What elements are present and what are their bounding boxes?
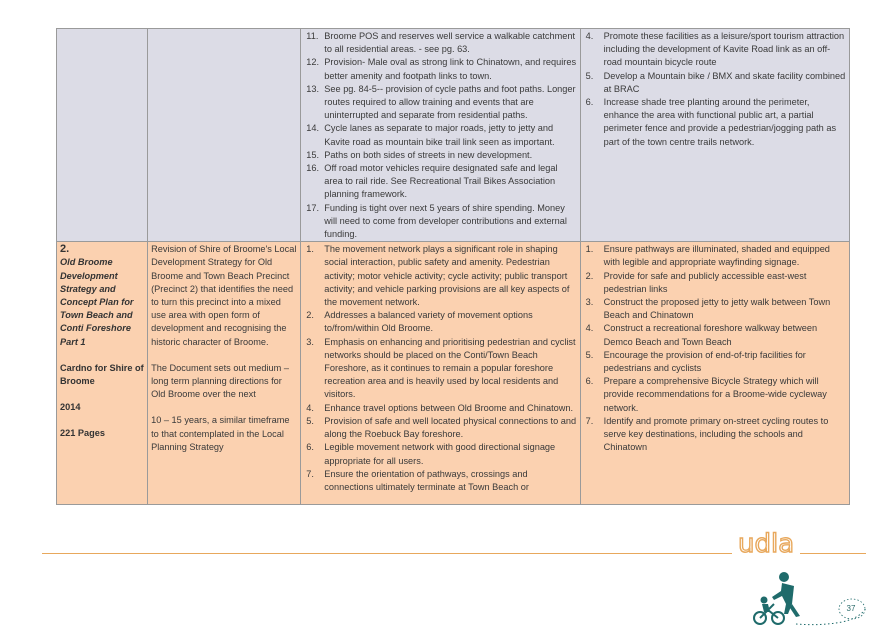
list-item-text: Prepare a comprehensive Bicycle Strategy which will provide recommendations for a Broome-wide cycleway network. — [603, 376, 827, 413]
list-item — [304, 243, 576, 309]
list-item — [304, 441, 576, 467]
list-item-text: Ensure the orientation of pathways, crossings and connections ultimately terminate at Town Beach or — [324, 468, 529, 492]
list-item — [304, 162, 576, 202]
list-item-text: Increase shade tree planting around the perimeter, enhance the area with functional public art, a partial perimeter fence and provide a pedestrian/jogging path as part of the town centre trails network. — [603, 97, 837, 147]
actions-cell — [580, 242, 849, 505]
actions-cell — [580, 29, 849, 242]
goals-list — [304, 30, 576, 241]
list-item-text: See pg. 84-5-- provision of cycle paths and foot paths. Longer routes required to allow training and events that are uninterrupted and separate from residential paths. — [324, 83, 576, 121]
document-author: Cardno for Shire of Broome — [60, 362, 144, 387]
list-item-text: Provide for safe and publicly accessible east-west pedestrian links — [603, 270, 807, 294]
list-item-text: Emphasis on enhancing and prioritising pedestrian and cyclist networks should be placed on the Conti/Town Beach Foreshore, as it continues to remain a popular foreshore recreation area and is heavily used by local residents and visitors. — [324, 336, 576, 400]
page-number: 37 — [846, 604, 856, 613]
list-item-number: 6. — [585, 97, 594, 108]
list-item-number: 15. — [306, 149, 320, 160]
table-row — [57, 29, 850, 242]
list-item — [304, 336, 576, 402]
list-item-number: 12. — [306, 57, 320, 68]
list-item-text: Funding is tight over next 5 years of shire spending. Money will need to come from developer contributions and external funding. — [324, 202, 567, 240]
footer-divider — [42, 553, 732, 554]
goals-cell — [301, 242, 580, 505]
list-item-text: Construct the proposed jetty to jetty walk between Town Beach and Chinatown — [603, 297, 831, 321]
list-item-number: 4. — [306, 402, 314, 413]
list-item-number: 16. — [306, 163, 320, 174]
list-item-number: 11. — [306, 31, 319, 41]
list-item — [304, 415, 576, 441]
description-paragraph: The Document sets out medium – long term planning directions for Old Broome over the next — [151, 362, 289, 400]
list-item-text: Ensure pathways are illuminated, shaded and equipped with legible and appropriate wayfinding signage. — [603, 244, 830, 268]
list-item — [304, 122, 576, 148]
list-item-number: 17. — [306, 202, 320, 213]
list-item-number: 14. — [306, 123, 320, 134]
list-item-text: Identify and promote primary on-street cycling routes to serve key destinations, including the schools and Chinatown — [603, 415, 829, 453]
list-item-text: Develop a Mountain bike / BMX and skate facility combined at BRAC — [603, 70, 846, 94]
list-item — [584, 415, 846, 455]
description-paragraph: 10 – 15 years, a similar timeframe to that contemplated in the Local Planning Strategy — [151, 415, 290, 452]
list-item-number: 5. — [306, 415, 314, 426]
list-item-number: 4. — [585, 323, 594, 334]
actions-list — [584, 30, 846, 149]
list-item — [584, 30, 846, 70]
list-item-number: 7. — [585, 415, 594, 426]
list-item-text: Enhance travel options between Old Broome and Chinatown. — [324, 402, 574, 413]
document-cell — [57, 29, 148, 242]
list-item-number: 6. — [306, 442, 314, 453]
description-cell — [148, 29, 301, 242]
list-item — [304, 202, 576, 242]
list-item-text: Provision- Male oval as strong link to Chinatown, and requires better amenity and footpath links to town. — [324, 57, 577, 81]
table-row — [57, 242, 850, 505]
list-item-text: Legible movement network with good directional signage appropriate for all users. — [324, 442, 556, 466]
document-number: 2. — [60, 243, 70, 256]
list-item — [584, 243, 846, 269]
list-item — [304, 30, 576, 56]
list-item — [304, 83, 576, 123]
strategy-table — [56, 28, 850, 505]
footer-divider-right — [800, 553, 866, 554]
list-item-text: Cycle lanes as separate to major roads, jetty to jetty and Kavite road as mountain bike trail link seen as important. — [324, 123, 555, 147]
list-item — [584, 270, 846, 296]
list-item — [304, 56, 576, 82]
list-item-text: The movement network plays a significant role in shaping social interaction, public safety and amenity. Pedestrian activity; motor vehicle activity; cycle activity; public transport activity; and vehicle parking provisions are all key aspects of the movement network. — [324, 244, 570, 308]
logo-text: udla — [738, 529, 795, 558]
description-paragraph: Revision of Shire of Broome's Local Development Strategy for Old Broome and Town Beach Precinct (Precinct 2) that identifies the need to turn this precinct into a mixed use area with open form of development and recognising the historic character of Broome. — [151, 244, 297, 347]
list-item — [584, 70, 846, 96]
goals-cell — [301, 29, 580, 242]
list-item — [584, 375, 846, 415]
list-item — [304, 402, 576, 415]
list-item-text: Off road motor vehicles require designated safe and legal area to rail ride. See Recreational Trail Bikes Association planning framework. — [324, 163, 558, 200]
list-item-number: 3. — [306, 336, 314, 347]
list-item-text: Broome POS and reserves well service a walkable catchment to all residential areas. - see pg. 63. — [324, 31, 576, 55]
list-item-number: 5. — [585, 70, 594, 81]
description-cell — [148, 242, 301, 505]
list-item-number: 1. — [585, 244, 594, 255]
list-item-number: 4. — [585, 31, 594, 41]
document-title: Old Broome Development Strategy and Concept Plan for Town Beach and Conti Foreshore Part 1 — [60, 257, 134, 347]
list-item-number: 7. — [306, 468, 314, 479]
list-item-number: 6. — [585, 376, 594, 387]
actions-list — [584, 243, 846, 454]
document-pages: 221 Pages — [60, 428, 105, 439]
list-item-number: 3. — [585, 297, 594, 308]
list-item-text: Encourage the provision of end-of-trip facilities for pedestrians and cyclists — [603, 349, 806, 374]
list-item-text: Addresses a balanced variety of movement options to/from/within Old Broome. — [324, 310, 533, 334]
udla-logo — [736, 528, 802, 558]
goals-list — [304, 243, 576, 494]
list-item — [304, 468, 576, 494]
list-item — [584, 96, 846, 149]
document-cell — [57, 242, 148, 505]
list-item — [584, 296, 846, 322]
document-year: 2014 — [60, 402, 81, 413]
list-item-text: Promote these facilities as a leisure/sport tourism attraction including the development of Kavite Road link as an off-road mountain bicycle route — [603, 31, 845, 68]
list-item-text: Construct a recreational foreshore walkway between Demco Beach and Town Beach — [603, 323, 818, 347]
list-item-text: Provision of safe and well located physical connections to and along the Roebuck Bay foreshore. — [324, 415, 577, 440]
list-item — [584, 322, 846, 348]
list-item-number: 13. — [306, 83, 320, 94]
list-item-number: 2. — [306, 310, 314, 321]
list-item-text: Paths on both sides of streets in new development. — [324, 149, 533, 160]
list-item — [584, 349, 846, 375]
list-item-number: 1. — [306, 244, 314, 255]
list-item-number: 5. — [585, 349, 594, 360]
list-item — [304, 309, 576, 335]
list-item-number: 2. — [585, 270, 594, 281]
list-item — [304, 149, 576, 162]
